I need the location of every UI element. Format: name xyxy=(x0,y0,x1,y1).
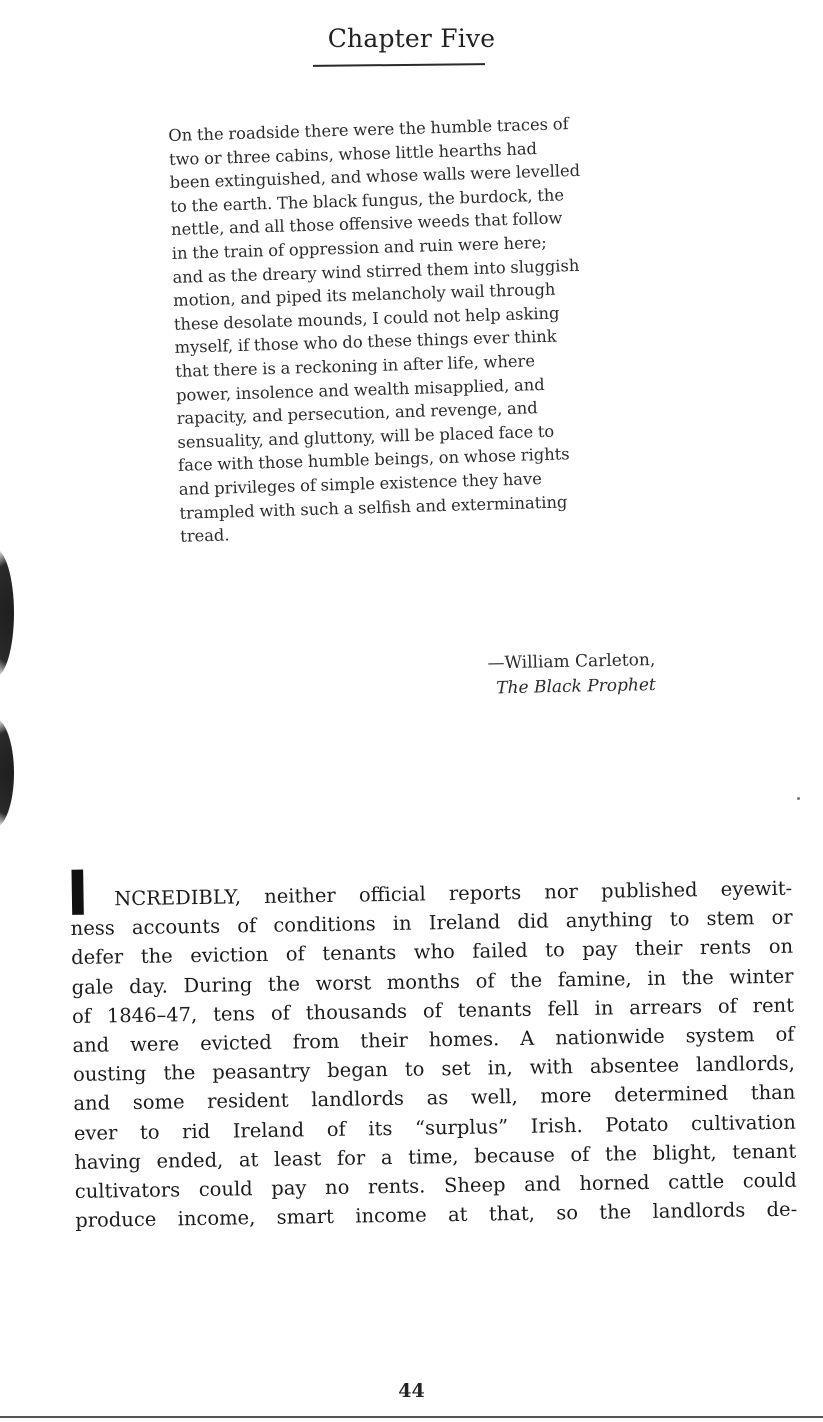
page-number: 44 xyxy=(398,1380,425,1402)
body-line: having ended, at least for a time, because of the blight, tenant xyxy=(74,1139,797,1174)
epigraph-line: face with those humble beings, on whose rights xyxy=(177,444,570,476)
epigraph-line: motion, and piped its melancholy wail through xyxy=(172,279,556,311)
epigraph-line: power, insolence and wealth misapplied, and xyxy=(175,374,545,405)
chapter-title: Chapter Five xyxy=(327,24,496,53)
epigraph-line: these desolate mounds, I could not help asking xyxy=(173,303,560,334)
body-line: defer the eviction of tenants who failed to pay their rents on xyxy=(70,935,794,970)
binding-shadow-top xyxy=(0,548,14,678)
epigraph-line: On the roadside there were the humble traces of xyxy=(168,114,569,145)
body-line: cultivators could pay no rents. Sheep and horned cattle could xyxy=(74,1168,797,1203)
body-line: produce income, smart income at that, so the landlords de- xyxy=(75,1197,798,1233)
epigraph-line: been extinguished, and whose walls were levelled xyxy=(169,160,581,193)
epigraph-line: and as the dreary wind stirred them into sluggish xyxy=(172,255,580,287)
epigraph-line: rapacity, and persecution, and revenge, and xyxy=(176,398,538,428)
epigraph-line: that there is a reckoning in after life, where xyxy=(175,351,536,381)
epigraph-line: nettle, and all those offensive weeds that follow xyxy=(170,208,563,240)
epigraph-line: two or three cabins, whose little hearths had xyxy=(168,138,538,169)
body-paragraph xyxy=(65,856,798,1236)
body-line-first: NCREDIBLY, neither official reports nor published eyewit- xyxy=(114,876,793,911)
body-line: and were evicted from their homes. A nationwide system of xyxy=(72,1022,795,1057)
epigraph-line: to the earth. The black fungus, the burdock, the xyxy=(170,185,565,216)
epigraph-line: tread. xyxy=(179,525,230,546)
page-bottom-edge xyxy=(0,1416,823,1418)
chapter-title-rule xyxy=(313,63,485,67)
epigraph-line: and privileges of simple existence they have xyxy=(178,468,543,499)
epigraph-work-title: The Black Prophet xyxy=(496,674,656,699)
body-line: of 1846–47, tens of thousands of tenants fell in arrears of rent xyxy=(71,993,795,1028)
drop-cap: I xyxy=(65,856,90,931)
body-line: gale day. During the worst months of the famine, in the winter xyxy=(71,964,794,999)
epigraph xyxy=(168,110,660,549)
body-line: and some resident landlords as well, more determined than xyxy=(73,1081,796,1116)
epigraph-attribution xyxy=(400,648,656,703)
body-line: ever to rid Ireland of its “surplus” Irish. Potato cultivation xyxy=(73,1110,796,1145)
scan-speck xyxy=(797,797,800,800)
epigraph-line: in the train of oppression and ruin were here; xyxy=(171,232,547,263)
epigraph-author: —William Carleton, xyxy=(487,649,656,674)
epigraph-line: myself, if those who do these things ever think xyxy=(174,326,557,358)
body-line: ness accounts of conditions in Ireland did anything to stem or xyxy=(70,905,793,941)
binding-shadow-bottom xyxy=(0,718,14,828)
epigraph-line: sensuality, and gluttony, will be placed face to xyxy=(177,421,555,452)
body-line: ousting the peasantry began to set in, with absentee landlords, xyxy=(72,1051,796,1087)
epigraph-line: trampled with such a selfish and exterminating xyxy=(179,491,568,523)
